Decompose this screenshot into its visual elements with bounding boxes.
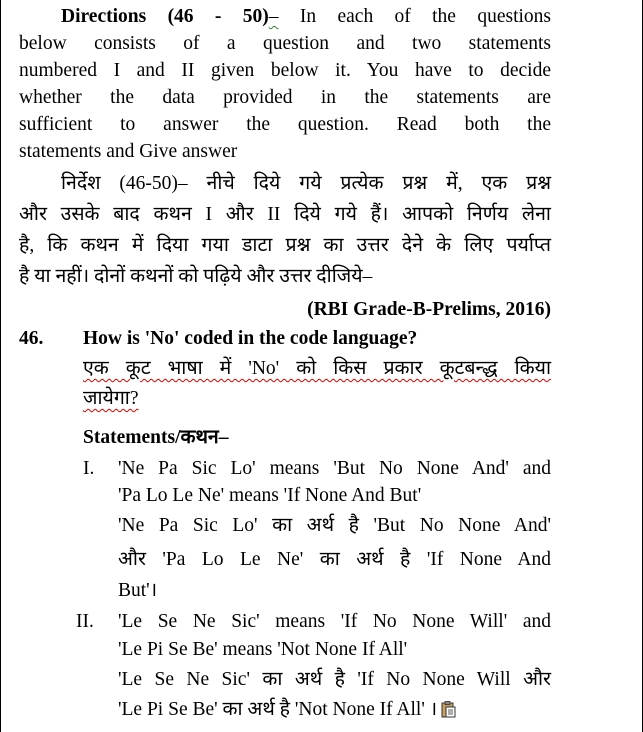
hindi-directions-line-2: और उसके बाद कथन I और II दिये गये हैं। आपको निर्णय लेना xyxy=(19,204,551,225)
hindi-directions-heading: निर्देश (46-50)– xyxy=(61,173,188,194)
statement-1-line-2: 'Pa Lo Le Ne' means 'If None And But' xyxy=(118,485,422,506)
statement-1-numeral: I. xyxy=(83,458,95,479)
hindi-directions-text-1: नीचे दिये गये प्रत्येक प्रश्न में, एक प्रश्न xyxy=(206,173,552,194)
hindi-directions-line-3: है, कि कथन में दिया गया डाटा प्रश्न का उत्तर देने के लिए पर्याप्त xyxy=(19,235,551,256)
question-hindi-line-2 xyxy=(83,385,139,412)
statement-2-line-3: 'Le Se Ne Sic' का अर्थ है 'If No None Will और xyxy=(118,669,551,690)
clipboard-paste-icon[interactable] xyxy=(441,699,456,716)
question-hindi-line-1 xyxy=(83,355,551,382)
statement-2-line-4 xyxy=(118,696,456,723)
directions-text-1: In each of the questions xyxy=(299,6,551,27)
directions-line-5: sufficient to answer the question. Read both the xyxy=(19,114,551,135)
directions-dash: – xyxy=(268,6,279,27)
question-english: How is 'No' coded in the code language? xyxy=(83,328,418,349)
directions-line-3: numbered I and II given below it. You have to decide xyxy=(19,60,551,81)
directions-line-2: below consists of a question and two statements xyxy=(19,33,551,54)
statement-2-numeral: II. xyxy=(76,611,94,632)
statement-2-line-2: 'Le Pi Se Be' means 'Not None If All' xyxy=(118,639,408,660)
statement-1-line-1: 'Ne Pa Sic Lo' means 'But No None And' and xyxy=(118,458,551,479)
question-hindi-text-2: जायेगा? xyxy=(83,388,139,409)
statement-1-line-3: 'Ne Pa Sic Lo' का अर्थ है 'But No None And' xyxy=(118,515,551,536)
statement-1-line-5: But'। xyxy=(118,580,158,601)
statements-heading: Statements/कथन– xyxy=(83,427,229,448)
directions-line-1 xyxy=(61,3,551,30)
source-citation: (RBI Grade-B-Prelims, 2016) xyxy=(307,299,551,320)
statement-2-text-4: 'Le Pi Se Be' का अर्थ है 'Not None If All' । xyxy=(118,699,438,720)
hindi-directions-line-1 xyxy=(61,170,551,197)
question-number: 46. xyxy=(19,328,44,349)
statement-2-line-1: 'Le Se Ne Sic' means 'If No None Will' and xyxy=(118,611,551,632)
directions-line-6: statements and Give answer xyxy=(19,141,238,162)
directions-line-4: whether the data provided in the statements are xyxy=(19,87,551,108)
hindi-directions-line-4: है या नहीं। दोनों कथनों को पढ़िये और उत्तर दीजिये– xyxy=(19,266,373,287)
question-hindi-text-1: एक कूट भाषा में 'No' को किस प्रकार कूटबन्द्ध किया xyxy=(83,358,551,379)
directions-heading: Directions (46 - 50) xyxy=(61,6,269,27)
statement-1-line-4: और 'Pa Lo Le Ne' का अर्थ है 'If None And xyxy=(118,549,551,570)
